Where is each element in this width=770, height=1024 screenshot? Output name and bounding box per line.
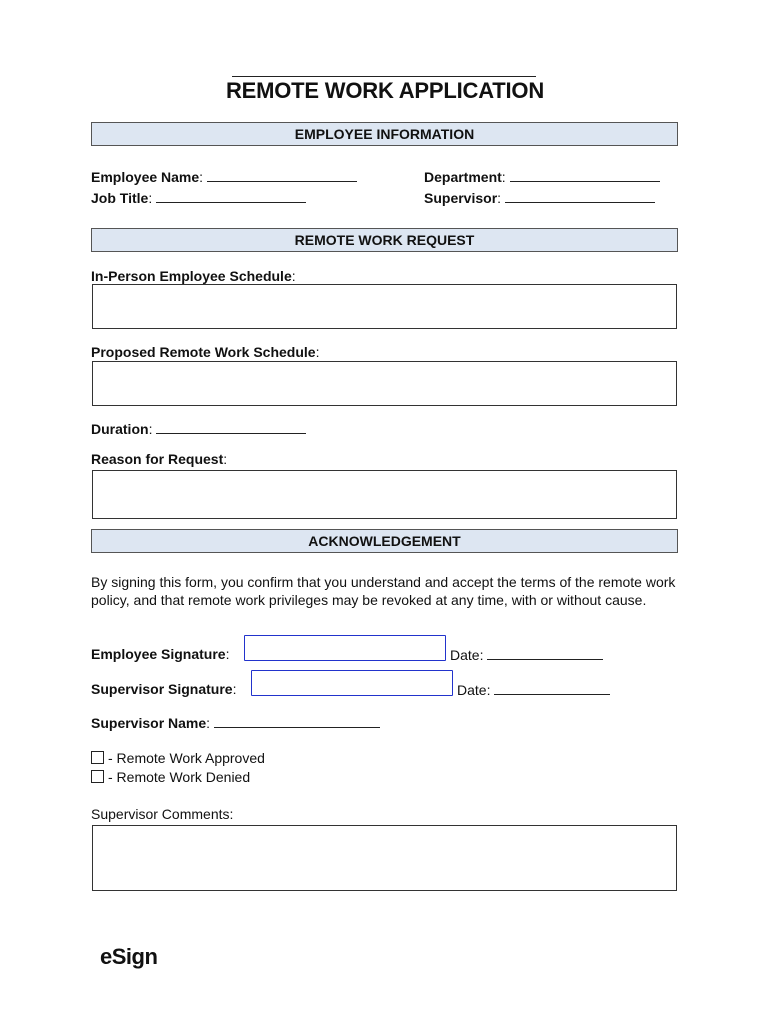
proposed-schedule-text: Proposed Remote Work Schedule <box>91 344 316 360</box>
supervisor-signature-text: Supervisor Signature <box>91 681 233 697</box>
employee-date-label: Date: <box>450 647 484 663</box>
reason-text: Reason for Request <box>91 451 224 467</box>
supervisor-date-label: Date: <box>457 682 491 698</box>
denied-option[interactable] <box>91 769 250 785</box>
approved-option[interactable] <box>91 750 265 766</box>
section-employee-information: EMPLOYEE INFORMATION <box>91 122 678 146</box>
approved-checkbox[interactable] <box>91 751 104 764</box>
acknowledgement-paragraph: By signing this form, you confirm that you understand and accept the terms of the remote work policy, and that remote work privileges may be revoked at any time, with or without cause. <box>91 574 676 608</box>
employee-name-field[interactable]: Employee Name: <box>91 168 357 185</box>
in-person-schedule-label: In-Person Employee Schedule: <box>91 268 296 284</box>
denied-checkbox[interactable] <box>91 770 104 783</box>
employee-signature-label: Employee Signature: <box>91 646 230 662</box>
reason-label: Reason for Request: <box>91 451 228 467</box>
department-field[interactable]: Department: <box>424 168 660 185</box>
in-person-schedule-input[interactable] <box>92 284 677 329</box>
supervisor-date-field[interactable] <box>457 681 610 698</box>
section-acknowledgement: ACKNOWLEDGEMENT <box>91 529 678 553</box>
job-title-label: Job Title <box>91 190 149 206</box>
reason-input[interactable] <box>92 470 677 519</box>
supervisor-comments-input[interactable] <box>92 825 677 891</box>
duration-label: Duration <box>91 421 149 437</box>
denied-label: - Remote Work Denied <box>108 769 251 785</box>
approved-label: - Remote Work Approved <box>108 750 265 766</box>
job-title-field[interactable]: Job Title: <box>91 189 306 206</box>
supervisor-comments-label: Supervisor Comments: <box>91 806 234 822</box>
employee-signature-input[interactable] <box>244 635 446 661</box>
page-title: REMOTE WORK APPLICATION <box>225 78 545 103</box>
employee-name-label: Employee Name <box>91 169 200 185</box>
employee-signature-text: Employee Signature <box>91 646 226 662</box>
in-person-schedule-text: In-Person Employee Schedule <box>91 268 292 284</box>
esign-logo: eSign <box>100 944 158 969</box>
supervisor-signature-input[interactable] <box>251 670 453 696</box>
supervisor-signature-label: Supervisor Signature: <box>91 681 237 697</box>
supervisor-name-label: Supervisor Name <box>91 715 207 731</box>
proposed-schedule-label: Proposed Remote Work Schedule: <box>91 344 320 360</box>
supervisor-field[interactable]: Supervisor: <box>424 189 655 206</box>
employee-date-field[interactable] <box>450 646 603 663</box>
supervisor-name-field[interactable]: Supervisor Name: <box>91 714 380 731</box>
duration-field[interactable]: Duration: <box>91 420 306 437</box>
section-remote-work-request: REMOTE WORK REQUEST <box>91 228 678 252</box>
title-rule <box>232 76 536 77</box>
supervisor-label: Supervisor <box>424 190 498 206</box>
department-label: Department <box>424 169 502 185</box>
proposed-schedule-input[interactable] <box>92 361 677 406</box>
